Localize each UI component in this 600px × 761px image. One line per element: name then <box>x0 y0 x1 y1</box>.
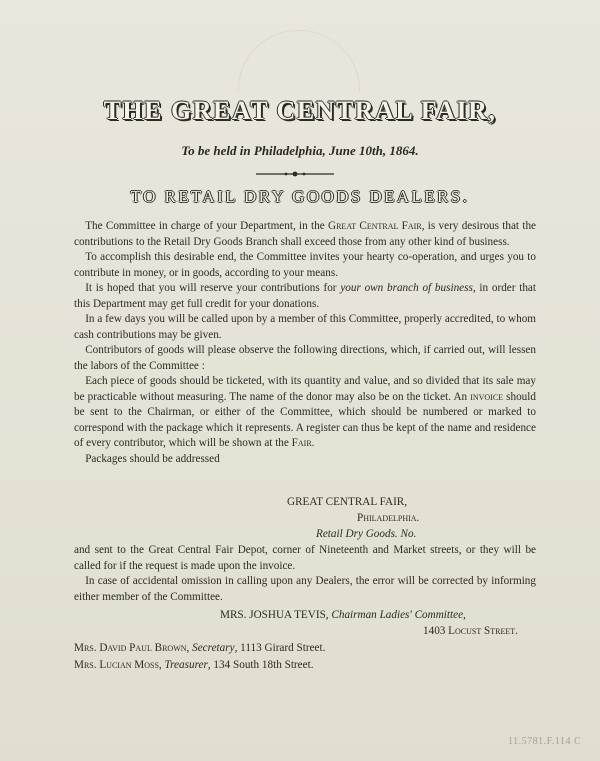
p1-text-a: The Committee in charge of your Department, in the <box>85 220 329 232</box>
secretary-name: Mrs. David Paul Brown <box>74 642 187 654</box>
paragraph-5 <box>74 343 536 374</box>
chair-name: MRS. JOSHUA TEVIS, <box>220 609 332 621</box>
p6-text-a: Each piece of goods should be ticketed, with its quantity and value, and so divided that its sale may be practicable without measuring. The name of the donor may also be on the ticket. An <box>74 375 536 403</box>
treasurer-role: Treasurer <box>164 659 208 671</box>
secretary-role: Secretary <box>192 642 235 654</box>
p5-text: Contributors of goods will please observe the following directions, which, if carried out, will lessen the labors of the Committee : <box>74 344 536 372</box>
p3-text-b: , in order that this Department may get full credit for your donations. <box>74 282 537 310</box>
secretary-address: , 1113 Girard Street. <box>234 642 326 654</box>
p7-text: Packages should be addressed <box>85 452 220 465</box>
p8-text: and sent to the Great Central Fair Depot, corner of Nineteenth and Market streets, or they will be called for if the request is made upon the invoice. <box>74 544 536 572</box>
address-line-2: Philadelphia. <box>357 512 420 524</box>
p6-fair: Fair <box>291 437 312 449</box>
p3-text-a: It is hoped that you will reserve your contributions for <box>85 282 341 294</box>
paragraph-7 <box>74 452 536 468</box>
p1-text-b: , is very desirous that the contributions to the Retail Dry Goods Branch shall exceed those from any other kind of business. <box>74 220 537 248</box>
treasurer-address: , 134 South 18th Street. <box>207 659 314 671</box>
paragraph-3 <box>74 281 536 312</box>
p9-text: In case of accidental omission in calling upon any Dealers, the error will be corrected by informing either member of the Committee. <box>74 575 536 603</box>
bleed-through-seal <box>238 30 360 91</box>
treasurer-line: Mrs. Lucian Moss, Treasurer, 134 South 18th Street. <box>74 659 314 671</box>
p6-text-b: should be sent to the Chairman, or either of the Committee, which should be numbered or marked to correspond with the package which it represents. A register can thus be kept of the name and residence of every contributor, which will be shown at the <box>74 390 536 449</box>
p6-invoice: invoice <box>470 390 504 403</box>
chair-address: 1403 Locust Street. <box>423 625 518 637</box>
p1-fair-name: Great Central Fair <box>328 220 422 232</box>
address-line-3: Retail Dry Goods. No. <box>316 528 417 540</box>
treasurer-name: Mrs. Lucian Moss <box>74 659 159 671</box>
body-text-2 <box>74 543 536 605</box>
p2-text: To accomplish this desirable end, the Committee invites your hearty co-operation, and urges you to contribute in money, or in goods, according to your means. <box>74 251 536 279</box>
signature-line <box>220 608 466 624</box>
ornament-rule <box>256 171 334 177</box>
document-subtitle: To be held in Philadelphia, June 10th, 1864. <box>181 143 419 158</box>
paragraph-2 <box>74 250 536 281</box>
address-line-1: GREAT CENTRAL FAIR, <box>287 496 408 508</box>
paragraph-6 <box>74 374 536 452</box>
p4-text: In a few days you will be called upon by a member of this Committee, properly accredited, to whom cash contributions may be given. <box>74 313 536 341</box>
document-title: THE GREAT CENTRAL FAIR, <box>103 96 497 125</box>
body-text <box>74 219 536 467</box>
secretary-line: Mrs. David Paul Brown, Secretary, 1113 Girard Street. <box>74 642 326 654</box>
paragraph-1 <box>74 219 536 250</box>
p6-text-c: . <box>311 437 315 449</box>
paragraph-8 <box>74 543 536 574</box>
catalog-number: 11.5781.F.114 C <box>508 736 582 747</box>
paragraph-9 <box>74 574 536 605</box>
section-heading: TO RETAIL DRY GOODS DEALERS. <box>130 187 470 206</box>
chair-role: Chairman Ladies' Committee, <box>331 609 466 621</box>
p3-emphasis: your own branch of business <box>340 282 473 294</box>
paragraph-4 <box>74 312 536 343</box>
